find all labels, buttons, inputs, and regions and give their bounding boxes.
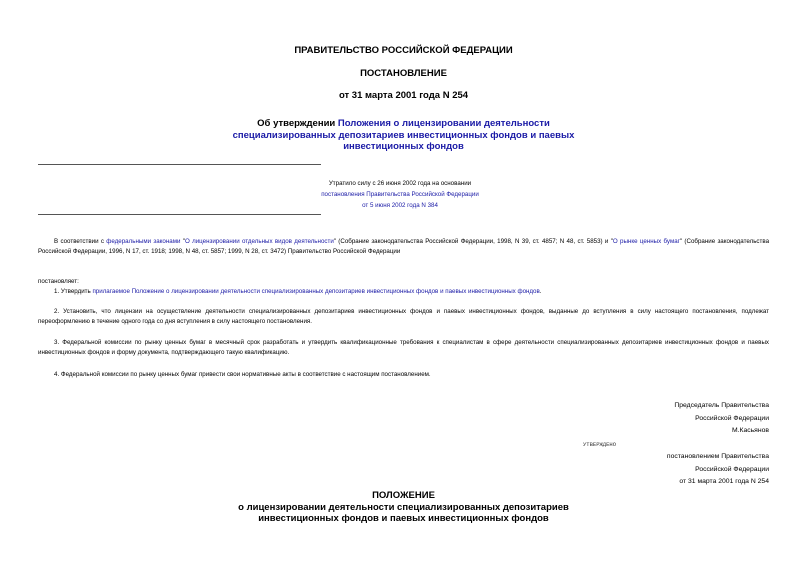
signature-line3: М.Касьянов (731, 427, 769, 434)
approved-line2: Российской Федерации (695, 465, 769, 473)
status-note-link2[interactable]: от 5 июня 2002 года N 384 (362, 202, 438, 209)
preamble-text-2: " (180, 238, 185, 245)
regulation-line2: инвестиционных фондов и паевых инвестиционных фондов (258, 513, 549, 524)
item-3: 3. Федеральной комиссии по рынку ценных бумаг в месячный срок разработать и утвердить квалификационные требования к специалистам в сфере деятельности специализированных депозитариев инвестиционных фондов и паевых инвестиционных фондов и форму документа, подтверждающего такую квалификацию. (38, 339, 769, 356)
item-1-text: 1. Утвердить (54, 288, 93, 295)
date-number-heading: от 31 марта 2001 года N 254 (338, 90, 469, 101)
approved-line1: постановлением Правительства (666, 453, 769, 460)
item-4: 4. Федеральной комиссии по рынку ценных бумаг привести свои нормативные акты в соответствие с настоящим постановлением. (54, 371, 431, 378)
regulation-line1: о лицензировании деятельности специализированных депозитариев (238, 501, 569, 513)
preamble-text-4: " (Собрание законодательства Российской Федерации, 1996, N 17, ст. 1918; 1998, N 48, ст. 5857; 1999, N 28, ст. 3472) Правительство Российской Федерации (38, 238, 770, 255)
item-2: 2. Установить, что лицензии на осуществление деятельности специализированных депозитариев инвестиционных фондов и паевых инвестиционных фондов, выданные до вступления в силу настоящего постановления, подлежат переоформлению в течение одного года со дня вступления в силу настоящего постановления. (38, 308, 769, 325)
divider-bottom (38, 214, 321, 215)
approved-block (519, 451, 769, 489)
item-1 (38, 287, 769, 297)
attached-regulation-link[interactable]: прилагаемое Положение о лицензировании деятельности специализированных депозитариев инвестиционных фондов и паевых инвестиционных фондов (92, 288, 540, 295)
approved-line3: от 31 марта 2001 года N 254 (679, 478, 769, 485)
signature-line1: Председатель Правительства (674, 402, 769, 409)
securities-market-law-link[interactable]: О рынке ценных бумаг (612, 238, 680, 245)
title-link-line1[interactable]: Положения о лицензировании деятельности (337, 118, 550, 129)
approved-stamp: УТВЕРЖДЕНО (583, 441, 617, 448)
government-heading: ПРАВИТЕЛЬСТВО РОССИЙСКОЙ ФЕДЕРАЦИИ (294, 45, 513, 56)
decree-word: постановляет: (38, 278, 79, 285)
title-link-line3[interactable]: инвестиционных фондов (343, 141, 464, 152)
signature-line2: Российской Федерации (695, 414, 769, 422)
preamble-text-1: В соответствии с (54, 238, 107, 245)
licensing-law-link[interactable]: О лицензировании отдельных видов деятельности (184, 238, 334, 245)
divider-top (38, 164, 321, 165)
doc-type-heading: ПОСТАНОВЛЕНИЕ (360, 68, 447, 79)
status-note (290, 178, 510, 211)
regulation-heading (0, 490, 807, 525)
document-title (0, 118, 807, 153)
federal-laws-link[interactable]: федеральными законами (106, 238, 181, 245)
status-note-line1: Утратило силу с 26 июня 2002 года на основании (328, 180, 472, 187)
regulation-title: ПОЛОЖЕНИЕ (372, 490, 435, 501)
preamble-paragraph (38, 237, 769, 257)
title-link-line2[interactable]: специализированных депозитариев инвестиционных фондов и паевых (232, 129, 575, 141)
title-prefix: Об утверждении (257, 118, 338, 129)
status-note-link1[interactable]: постановления Правительства Российской Федерации (321, 191, 479, 198)
signature-block (519, 400, 769, 438)
item-1-end: . (539, 288, 542, 295)
preamble-text-3: " (Собрание законодательства Российской Федерации, 1998, N 39, ст. 4857; N 48, ст. 5853) и " (333, 238, 613, 245)
